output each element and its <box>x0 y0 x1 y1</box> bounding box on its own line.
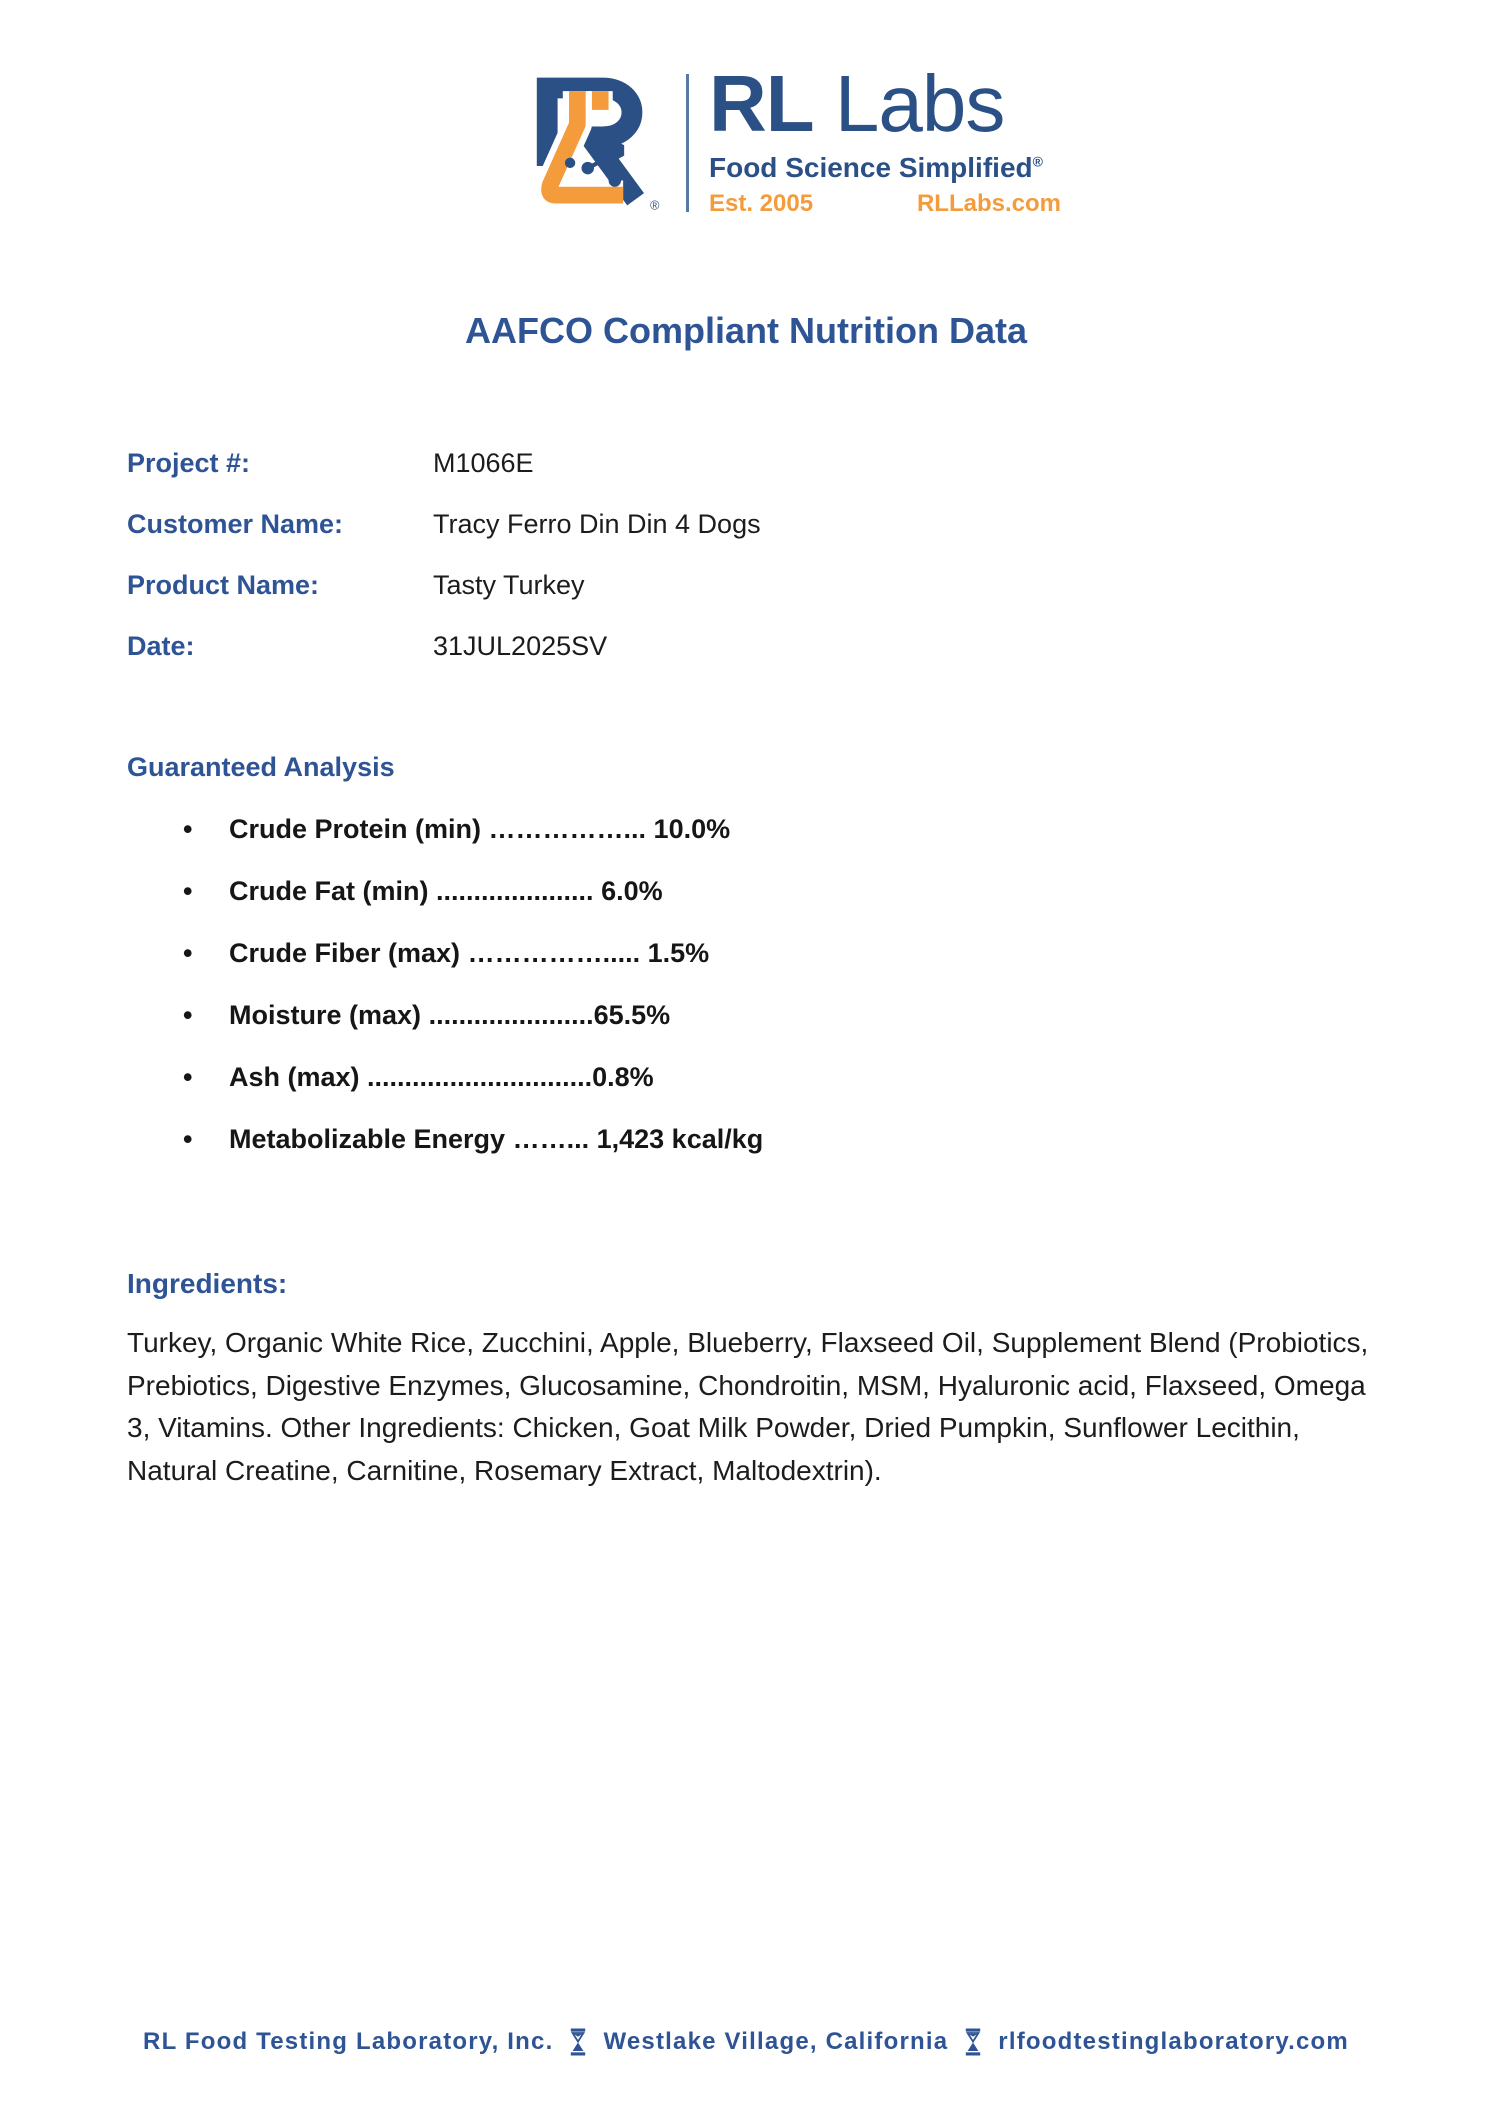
logo-text-block <box>709 59 1061 218</box>
analysis-item <box>183 1123 763 1156</box>
item-label: Metabolizable Energy <box>229 1124 506 1154</box>
info-value: M1066E <box>433 448 534 478</box>
info-label: Date: <box>127 631 195 661</box>
rl-labs-logo <box>520 59 1061 218</box>
bullet-dot: • <box>183 1124 193 1154</box>
logo-divider <box>686 74 689 212</box>
item-value: 0.8% <box>592 1062 654 1092</box>
page-title: AAFCO Compliant Nutrition Data <box>465 310 1027 351</box>
guaranteed-analysis-list <box>183 813 763 1185</box>
rl-flask-mark-icon <box>520 62 668 218</box>
info-row-date <box>127 630 761 663</box>
info-row-product <box>127 569 761 602</box>
footer-website: rlfoodtestinglaboratory.com <box>998 2028 1349 2055</box>
tagline-registered-symbol: ® <box>1032 153 1043 170</box>
dot-leader: ..................... <box>436 876 602 906</box>
item-label: Crude Protein (min) <box>229 814 482 844</box>
brand-name <box>709 59 1061 148</box>
footer <box>0 2028 1492 2056</box>
brand-name-bold: RL <box>709 59 814 148</box>
section-heading-guaranteed-analysis: Guaranteed Analysis <box>127 752 395 782</box>
bullet-dot: • <box>183 814 193 844</box>
dot-leader: ...................... <box>428 1000 594 1030</box>
bullet-dot: • <box>183 1000 193 1030</box>
info-row-customer <box>127 508 761 541</box>
dot-leader: ……... <box>512 1124 597 1154</box>
analysis-item <box>183 813 763 846</box>
footer-company: RL Food Testing Laboratory, Inc. <box>143 2028 554 2055</box>
project-info <box>127 447 761 691</box>
info-label: Project #: <box>127 448 251 478</box>
info-row-project <box>127 447 761 480</box>
item-value: 10.0% <box>653 814 731 844</box>
brand-meta-row <box>709 190 1061 218</box>
info-value: Tasty Turkey <box>433 570 585 600</box>
analysis-item <box>183 999 763 1032</box>
item-label: Crude Fiber (max) <box>229 938 461 968</box>
dot-leader: ……………... <box>488 814 654 844</box>
analysis-item <box>183 937 763 970</box>
bullet-dot: • <box>183 938 193 968</box>
bullet-dot: • <box>183 876 193 906</box>
bullet-dot: • <box>183 1062 193 1092</box>
info-value: 31JUL2025SV <box>433 631 608 661</box>
info-label: Product Name: <box>127 570 320 600</box>
section-heading-ingredients: Ingredients: <box>127 1268 288 1299</box>
item-label: Crude Fat (min) <box>229 876 429 906</box>
item-label: Ash (max) <box>229 1062 360 1092</box>
item-value: 6.0% <box>601 876 663 906</box>
footer-location: Westlake Village, California <box>603 2028 949 2055</box>
info-label: Customer Name: <box>127 509 344 539</box>
item-label: Moisture (max) <box>229 1000 422 1030</box>
analysis-item <box>183 1061 763 1094</box>
hourglass-icon <box>964 2028 982 2056</box>
info-value: Tracy Ferro Din Din 4 Dogs <box>433 509 761 539</box>
hourglass-icon <box>569 2028 587 2056</box>
analysis-item <box>183 875 763 908</box>
established-text: Est. 2005 <box>709 190 814 217</box>
dot-leader: .............................. <box>367 1062 593 1092</box>
item-value: 1,423 kcal/kg <box>596 1124 764 1154</box>
ingredients-paragraph: Turkey, Organic White Rice, Zucchini, Apple, Blueberry, Flaxseed Oil, Supplement Blend (Probiotics, Prebiotics, Digestive Enzymes, Glucosamine, Chondroitin, MSM, Hyaluronic acid, Flaxseed, Omega 3, Vitamins. Other Ingredients: Chicken, Goat Milk Powder, Dried Pumpkin, Sunflower Lecithin, Natural Creatine, Carnitine, Rosemary Extract, Maltodextrin). <box>127 1327 1369 1486</box>
brand-website: RLLabs.com <box>916 190 1061 217</box>
item-value: 65.5% <box>593 1000 671 1030</box>
dot-leader: ……………..... <box>467 938 648 968</box>
item-value: 1.5% <box>647 938 710 968</box>
brand-name-light: Labs <box>834 59 1005 148</box>
brand-tagline: Food Science Simplified® <box>709 152 1043 183</box>
mark-registered-symbol: ® <box>650 198 660 213</box>
